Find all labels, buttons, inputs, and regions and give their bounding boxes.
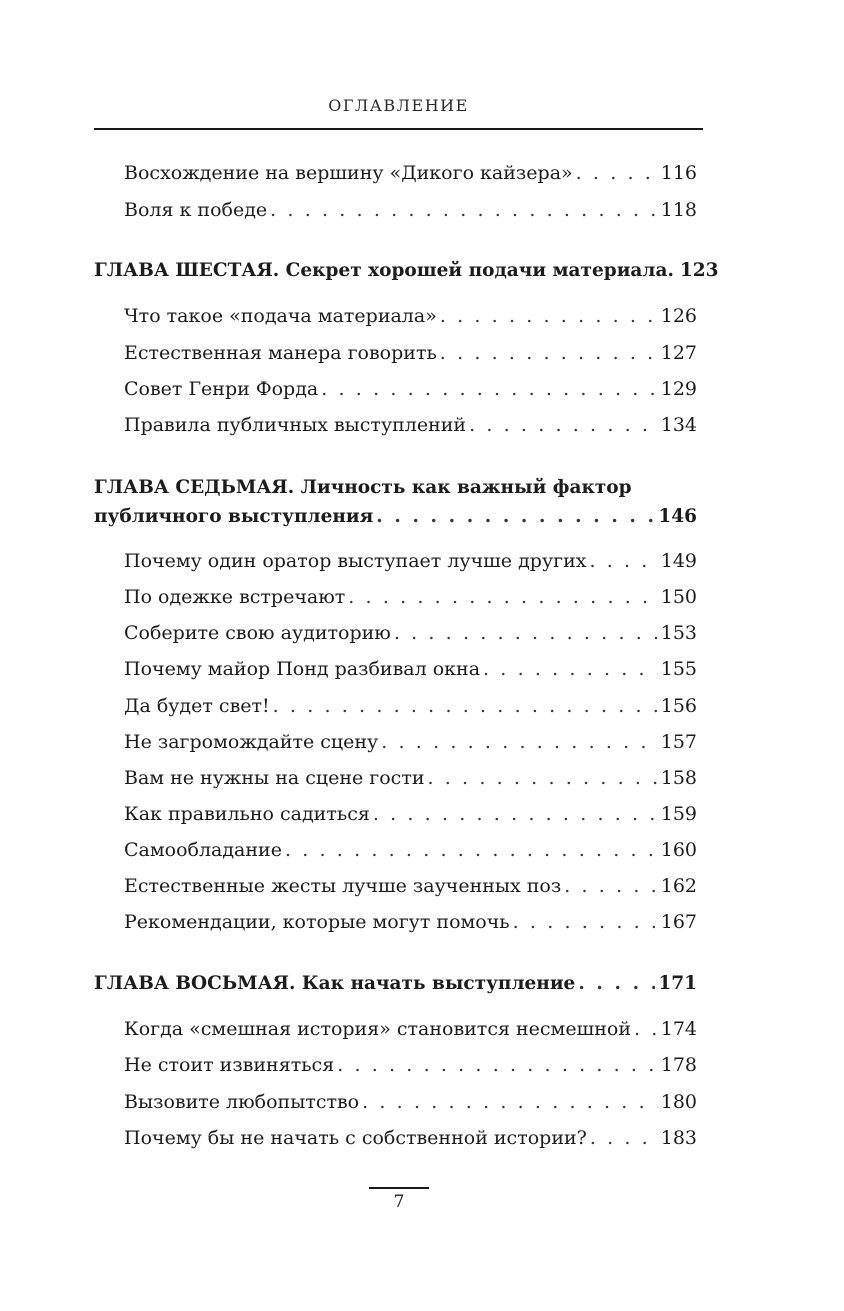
toc-entry-page: 127 — [660, 342, 697, 364]
toc-entry-page: 149 — [660, 550, 697, 572]
toc-chapter-title: ГЛАВА ШЕСТАЯ. Секрет хорошей подачи материала. — [94, 260, 674, 281]
toc-entry-title: Почему майор Понд разбивал окна — [124, 658, 481, 680]
running-head-title: ОГЛАВЛЕНИЕ — [328, 96, 469, 115]
toc-entry-page: 153 — [660, 622, 697, 644]
toc-entry-title: Воля к победе — [124, 199, 268, 221]
toc-chapter-page: 123 — [679, 260, 719, 281]
toc-entry-title: Естественная манера говорить — [124, 342, 437, 364]
toc-chapter-heading — [94, 476, 697, 529]
toc-entry-page: 162 — [660, 875, 697, 897]
toc-entry-page: 167 — [660, 911, 697, 933]
toc-entry — [124, 161, 697, 185]
toc-entry-page: 156 — [660, 695, 697, 717]
toc-entry-page: 116 — [660, 162, 697, 184]
dot-leader — [321, 377, 658, 401]
toc-entry-title: Самообладание — [124, 839, 282, 861]
toc-entry-page: 180 — [660, 1091, 697, 1113]
toc-entry-title: Правила публичных выступлений — [124, 414, 467, 436]
dot-leader — [440, 304, 658, 328]
dot-leader — [513, 910, 658, 934]
toc-entry-title: Почему один оратор выступает лучше других — [124, 550, 587, 572]
toc-entry-page: 183 — [660, 1127, 697, 1149]
toc-entry — [124, 621, 697, 645]
toc-entry-page: 178 — [660, 1054, 697, 1076]
dot-leader — [362, 1090, 658, 1114]
dot-leader — [381, 730, 658, 754]
toc-chapter-page: 171 — [658, 973, 697, 994]
toc-entry — [124, 657, 697, 681]
dot-leader — [394, 621, 658, 645]
dot-leader — [440, 341, 658, 365]
toc-entry-page: 157 — [660, 731, 697, 753]
toc-entry — [124, 377, 697, 401]
toc-entry-page: 129 — [660, 378, 697, 400]
toc-entry-page: 150 — [660, 586, 697, 608]
dot-leader — [576, 161, 658, 185]
toc-entry-title: Соберите свою аудиторию — [124, 622, 391, 644]
toc-entry-title: Когда «смешная история» становится несмешной — [124, 1018, 631, 1040]
dot-leader — [376, 505, 655, 529]
dot-leader — [589, 549, 657, 573]
toc-entry — [124, 413, 697, 437]
toc-entry — [124, 304, 697, 328]
toc-entry — [124, 549, 697, 573]
dot-leader — [373, 802, 658, 826]
toc-entry — [124, 910, 697, 934]
toc-entry-title: Рекомендации, которые могут помочь — [124, 911, 510, 933]
toc-entry-page: 118 — [660, 199, 697, 221]
toc-entry-title: Вызовите любопытство — [124, 1091, 360, 1113]
toc-entry-title: Да будет свет! — [124, 695, 270, 717]
toc-entry-title: Не загромождайте сцену — [124, 731, 379, 753]
dot-leader — [564, 874, 658, 898]
toc-entry-title: Почему бы не начать с собственной истории? — [124, 1127, 587, 1149]
toc-entry — [124, 585, 697, 609]
toc-entry-title: Что такое «подача материала» — [124, 305, 437, 327]
dot-leader — [270, 198, 658, 222]
toc-entry — [124, 341, 697, 365]
toc-entry-title: Не стоит извиняться — [124, 1054, 335, 1076]
toc-entry-title: Естественные жесты лучше заученных поз — [124, 875, 562, 897]
dot-leader — [483, 657, 658, 681]
toc-entry — [124, 1053, 697, 1077]
page-number: 7 — [393, 1192, 405, 1212]
toc-entry-page: 159 — [660, 803, 697, 825]
dot-leader — [285, 838, 658, 862]
toc-entry — [124, 694, 697, 718]
dot-leader — [428, 766, 658, 790]
toc-chapter-heading — [94, 259, 719, 283]
toc-chapter-title: ГЛАВА ВОСЬМАЯ. Как начать выступление — [94, 973, 576, 994]
toc-entry — [124, 766, 697, 790]
toc-entry — [124, 730, 697, 754]
toc-entry-page: 174 — [660, 1018, 697, 1040]
footer-rule — [369, 1187, 429, 1189]
dot-leader — [590, 1126, 658, 1150]
header-rule — [94, 128, 703, 130]
dot-leader — [578, 972, 655, 996]
toc-entry-title: Как правильно садиться — [124, 803, 370, 825]
toc-entry — [124, 198, 697, 222]
dot-leader — [469, 413, 658, 437]
toc-entry — [124, 802, 697, 826]
toc-entry-page: 155 — [660, 658, 697, 680]
toc-entry-title: Восхождение на вершину «Дикого кайзера» — [124, 162, 573, 184]
toc-entry-page: 160 — [660, 839, 697, 861]
dot-leader — [273, 694, 658, 718]
toc-chapter-heading — [94, 972, 697, 996]
toc-entry-title: Вам не нужны на сцене гости — [124, 767, 425, 789]
toc-chapter-line2 — [94, 505, 697, 529]
toc-entry-title: Совет Генри Форда — [124, 378, 319, 400]
toc-entry — [124, 838, 697, 862]
toc-chapter-page: 146 — [658, 506, 697, 527]
toc-chapter-title-line2: публичного выступления — [94, 506, 374, 527]
toc-entry-page: 134 — [660, 414, 697, 436]
toc-entry — [124, 1017, 697, 1041]
toc-entry-title: По одежке встречают — [124, 586, 346, 608]
toc-entry — [124, 1090, 697, 1114]
toc-entry-page: 126 — [660, 305, 697, 327]
toc-entry — [124, 874, 697, 898]
dot-leader — [337, 1053, 658, 1077]
toc-entry-page: 158 — [660, 767, 697, 789]
toc-chapter-title-line1: ГЛАВА СЕДЬМАЯ. Личность как важный фактор — [94, 477, 632, 498]
dot-leader — [634, 1017, 658, 1041]
toc-entry — [124, 1126, 697, 1150]
dot-leader — [348, 585, 657, 609]
